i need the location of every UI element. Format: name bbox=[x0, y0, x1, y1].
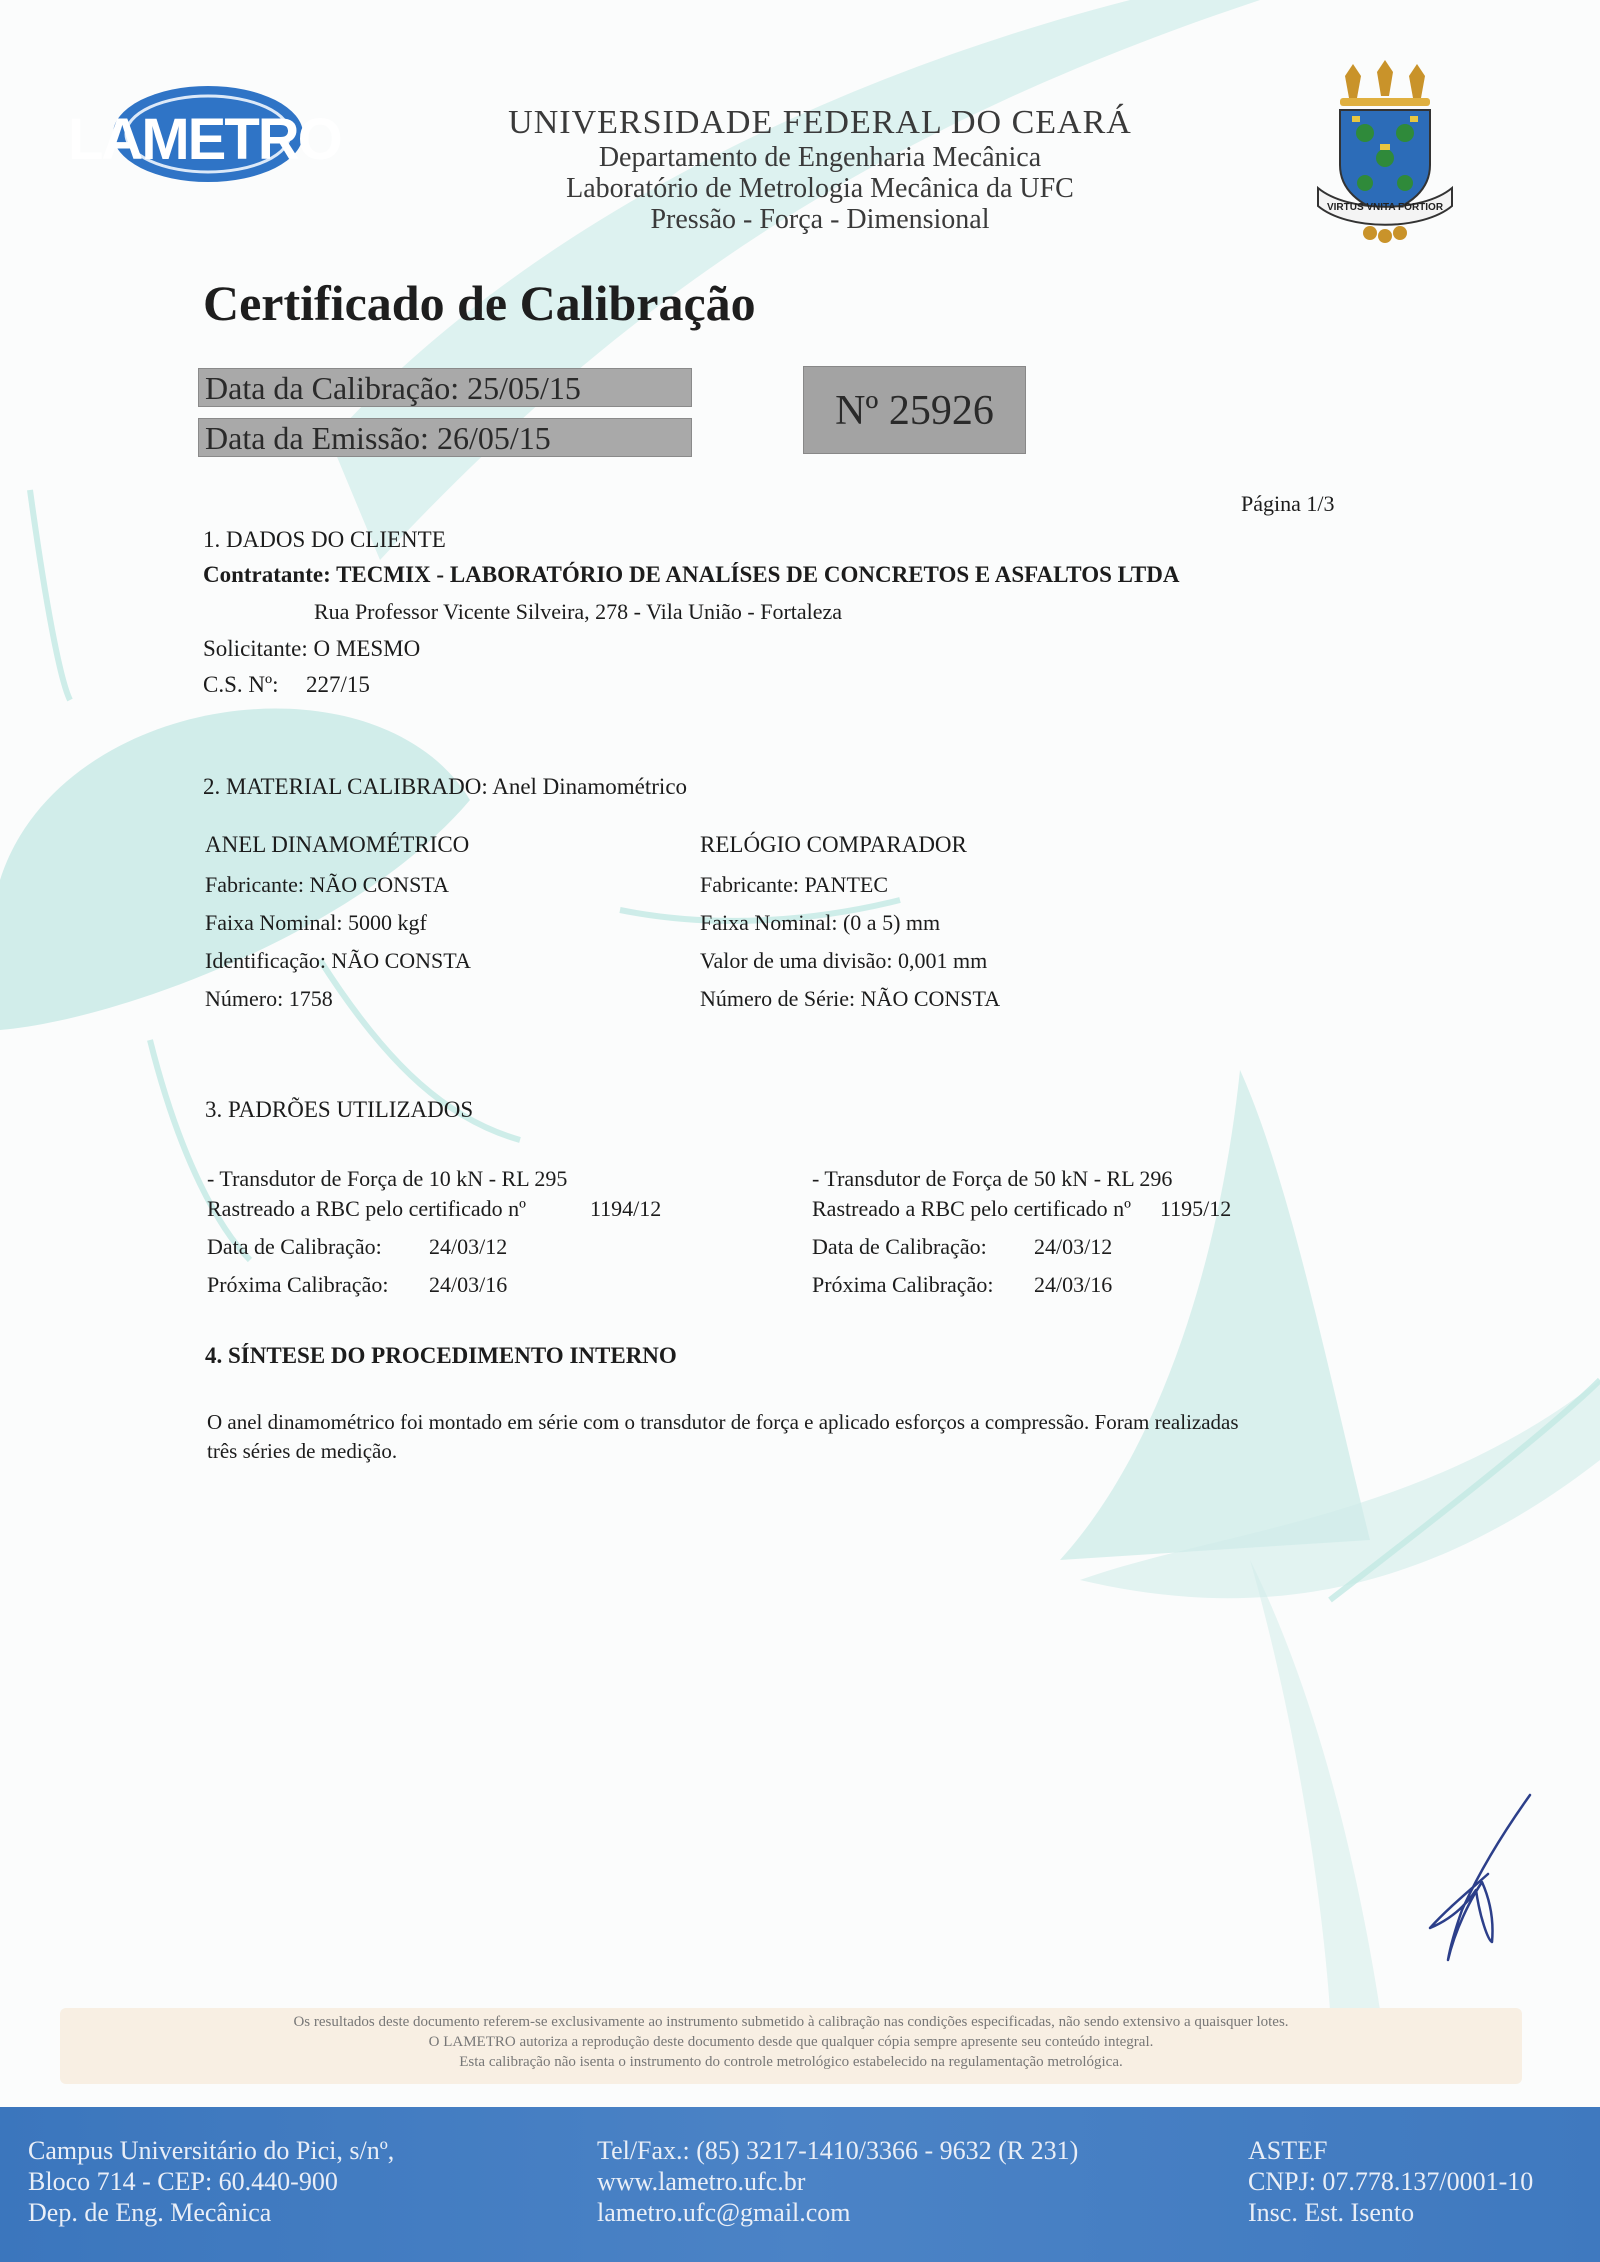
institution-header bbox=[420, 104, 1220, 235]
university-name: UNIVERSIDADE FEDERAL DO CEARÁ bbox=[508, 104, 1132, 141]
lab-areas: Pressão - Força - Dimensional bbox=[650, 204, 990, 235]
ring-title: ANEL DINAMOMÉTRICO bbox=[205, 832, 470, 857]
standard-cal-value: 24/03/12 bbox=[1034, 1234, 1113, 1259]
standard-cal-value: 24/03/12 bbox=[429, 1234, 508, 1259]
ufc-crest bbox=[1310, 58, 1460, 258]
standard-cal-label: Data de Calibração: bbox=[812, 1234, 987, 1259]
procedure-text bbox=[207, 1408, 1387, 1466]
standards-heading: 3. PADRÕES UTILIZADOS bbox=[205, 1097, 474, 1122]
footer-cnpj: CNPJ: 07.778.137/0001-10 bbox=[1248, 2167, 1534, 2196]
standard-50kn bbox=[812, 1164, 1292, 1300]
page-number: Página 1/3 bbox=[1241, 491, 1335, 516]
standard-next-value: 24/03/16 bbox=[1034, 1272, 1113, 1297]
standard-cert-row bbox=[207, 1194, 687, 1224]
standard-cert-label: Rastreado a RBC pelo certificado nº bbox=[812, 1196, 1131, 1221]
requester-label: Solicitante: bbox=[203, 636, 308, 661]
cs-label: C.S. Nº: bbox=[203, 672, 279, 697]
procedure-heading: 4. SÍNTESE DO PROCEDIMENTO INTERNO bbox=[205, 1343, 677, 1368]
contractor-label: Contratante: bbox=[203, 562, 331, 587]
crest-emblem-icon bbox=[1310, 58, 1460, 258]
contractor-row bbox=[203, 562, 1179, 588]
standard-next-row bbox=[207, 1270, 687, 1300]
footer-address-line: Dep. de Eng. Mecânica bbox=[28, 2198, 272, 2227]
standard-next-label: Próxima Calibração: bbox=[207, 1272, 389, 1297]
material-heading-label: 2. MATERIAL CALIBRADO: bbox=[203, 774, 488, 799]
footer-contact bbox=[597, 2135, 1078, 2228]
signature bbox=[1410, 1790, 1560, 1970]
standard-cert-value: 1194/12 bbox=[590, 1196, 662, 1221]
disclaimer-line: Os resultados deste documento referem-se exclusivamente ao instrumento submetido à calibração nas condições especificadas, não sendo extensivo a quaisquer lotes. bbox=[293, 2014, 1289, 2030]
ring-spec-line: Número: 1758 bbox=[205, 986, 333, 1011]
standard-title: - Transdutor de Força de 10 kN - RL 295 bbox=[207, 1166, 568, 1191]
procedure-line: O anel dinamométrico foi montado em série com o transdutor de força e aplicado esforços a compressão. Foram realizadas bbox=[207, 1410, 1239, 1434]
material-heading bbox=[203, 774, 687, 800]
disclaimer-line: O LAMETRO autoriza a reprodução deste documento desde que qualquer cópia sempre apresente seu conteúdo integral. bbox=[428, 2034, 1154, 2050]
issue-date: Data da Emissão: 26/05/15 bbox=[198, 418, 692, 457]
requester-row bbox=[203, 636, 420, 662]
disclaimer-box bbox=[60, 2008, 1522, 2084]
standard-next-row bbox=[812, 1270, 1292, 1300]
requester-value: O MESMO bbox=[313, 636, 421, 661]
material-heading-value: Anel Dinamométrico bbox=[492, 774, 688, 799]
footer-address-line: Bloco 714 - CEP: 60.440-900 bbox=[28, 2167, 338, 2196]
ring-spec-line: Identificação: NÃO CONSTA bbox=[205, 948, 471, 973]
dial-gauge-spec-line: Fabricante: PANTEC bbox=[700, 872, 888, 897]
footer-address-line: Campus Universitário do Pici, s/nº, bbox=[28, 2136, 395, 2165]
dial-gauge-spec-line: Número de Série: NÃO CONSTA bbox=[700, 986, 1001, 1011]
ring-spec-line: Faixa Nominal: 5000 kgf bbox=[205, 910, 427, 935]
contractor-value: TECMIX - LABORATÓRIO DE ANALÍSES DE CONCRETOS E ASFALTOS LTDA bbox=[336, 562, 1180, 587]
laboratory-name: Laboratório de Metrologia Mecânica da UFC bbox=[566, 173, 1074, 204]
standard-title: - Transdutor de Força de 50 kN - RL 296 bbox=[812, 1166, 1173, 1191]
footer-address bbox=[28, 2135, 394, 2228]
dial-gauge-spec-line: Faixa Nominal: (0 a 5) mm bbox=[700, 910, 941, 935]
footer-phone: Tel/Fax.: (85) 3217-1410/3366 - 9632 (R 231) bbox=[597, 2136, 1079, 2165]
footer-state-registration: Insc. Est. Isento bbox=[1248, 2198, 1415, 2227]
lametro-logo bbox=[58, 84, 341, 194]
logo-text: LAMETRO bbox=[68, 107, 341, 172]
crest-motto: VIRTUS VNITA FORTIOR bbox=[1326, 202, 1444, 213]
footer-email-link[interactable]: lametro.ufc@gmail.com bbox=[597, 2198, 851, 2227]
procedure-line: três séries de medição. bbox=[207, 1439, 398, 1463]
standard-10kn bbox=[207, 1164, 687, 1300]
footer-company bbox=[1248, 2135, 1533, 2228]
disclaimer-line: Esta calibração não isenta o instrumento do controle metrológico estabelecido na regulamentação metrológica. bbox=[459, 2054, 1123, 2070]
department-name: Departamento de Engenharia Mecânica bbox=[598, 142, 1042, 173]
standard-cert-label: Rastreado a RBC pelo certificado nº bbox=[207, 1196, 526, 1221]
dial-gauge-specs bbox=[700, 832, 1000, 1018]
footer-website-link[interactable]: www.lametro.ufc.br bbox=[597, 2167, 806, 2196]
contractor-address: Rua Professor Vicente Silveira, 278 - Vila União - Fortaleza bbox=[314, 599, 843, 624]
certificate-number: Nº 25926 bbox=[803, 366, 1026, 454]
cs-value: 227/15 bbox=[306, 672, 370, 697]
footer-company-name: ASTEF bbox=[1248, 2136, 1328, 2165]
ring-specs bbox=[205, 832, 471, 1018]
dial-gauge-title: RELÓGIO COMPARADOR bbox=[700, 832, 967, 857]
cs-row bbox=[203, 672, 370, 698]
calibration-date: Data da Calibração: 25/05/15 bbox=[198, 368, 692, 407]
standard-cal-row bbox=[207, 1232, 687, 1262]
standard-cert-row bbox=[812, 1194, 1292, 1224]
footer-bar bbox=[0, 2107, 1600, 2262]
client-heading: 1. DADOS DO CLIENTE bbox=[203, 527, 446, 552]
standard-cert-value: 1195/12 bbox=[1160, 1196, 1232, 1221]
standard-cal-label: Data de Calibração: bbox=[207, 1234, 382, 1259]
standard-next-label: Próxima Calibração: bbox=[812, 1272, 994, 1297]
certificate-title: Certificado de Calibração bbox=[203, 275, 756, 331]
dial-gauge-spec-line: Valor de uma divisão: 0,001 mm bbox=[700, 948, 988, 973]
standard-next-value: 24/03/16 bbox=[429, 1272, 508, 1297]
ring-spec-line: Fabricante: NÃO CONSTA bbox=[205, 872, 449, 897]
standard-cal-row bbox=[812, 1232, 1292, 1262]
